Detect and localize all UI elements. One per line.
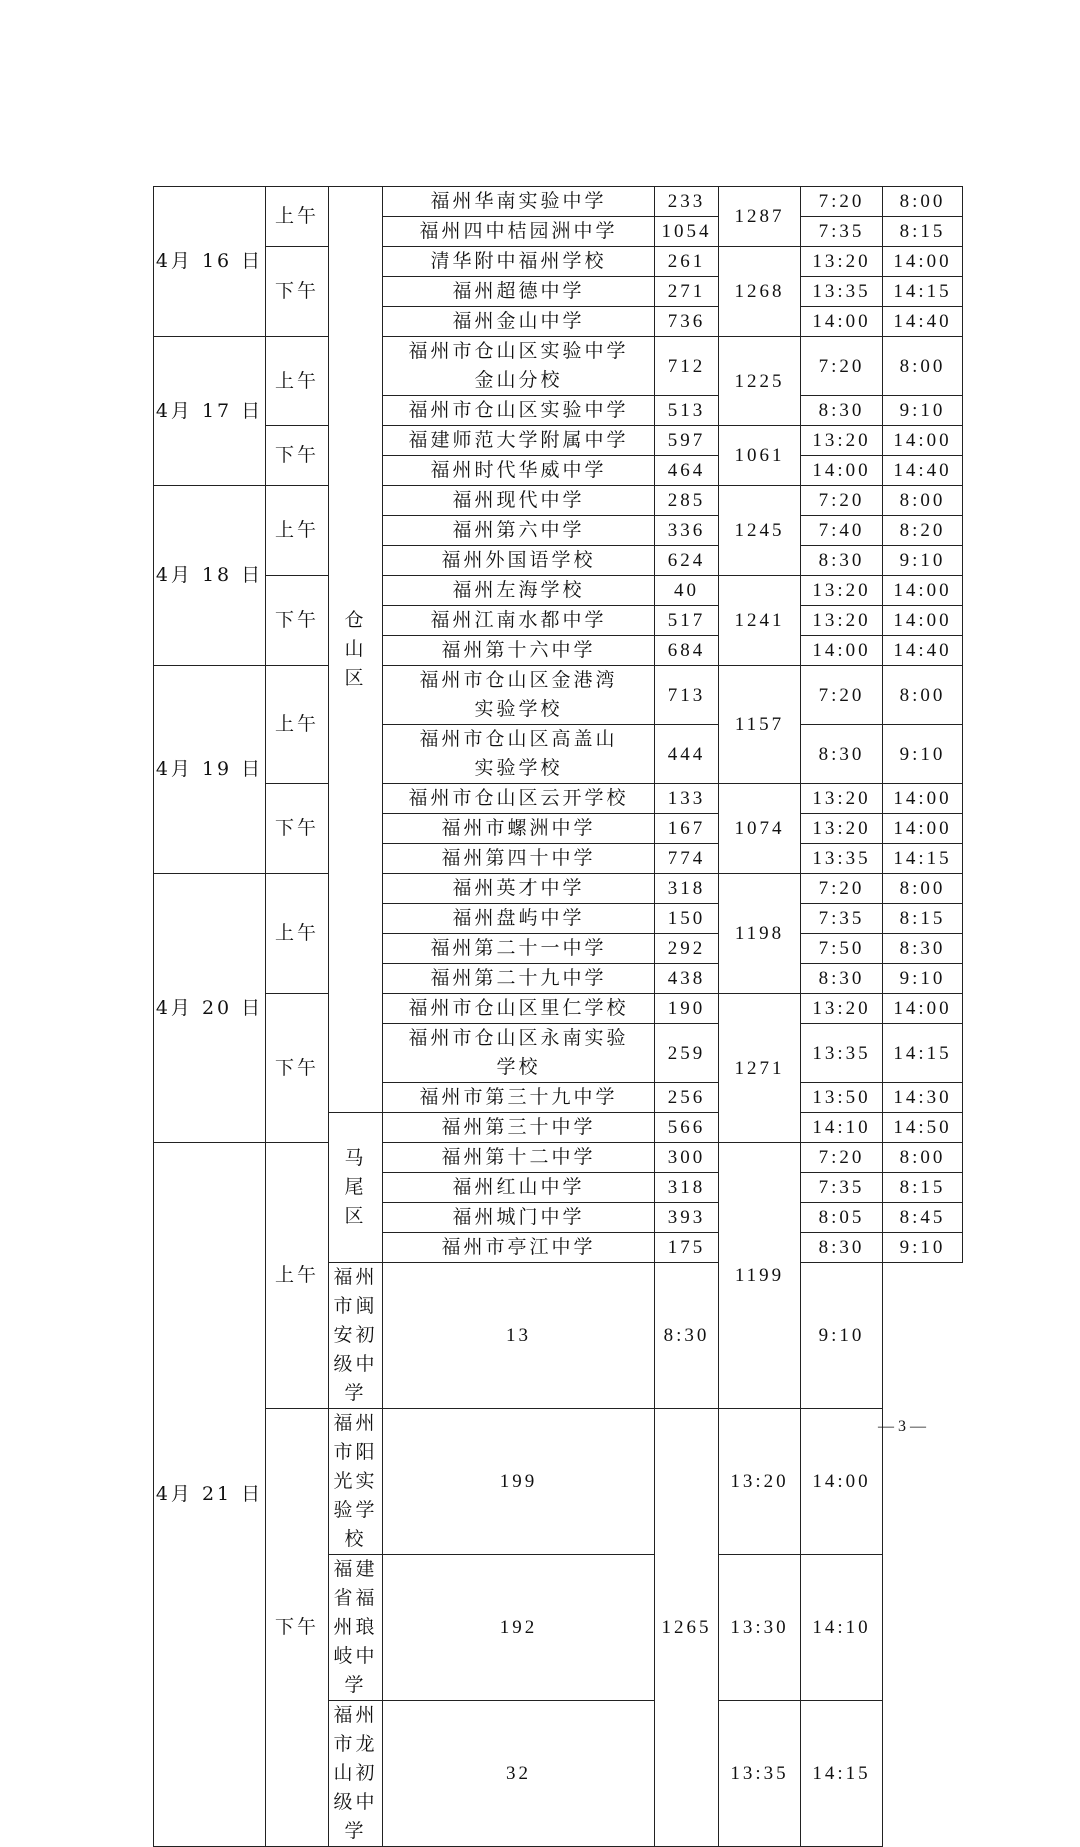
student-count-cell: 256 (655, 1083, 719, 1113)
start-time-cell: 13:20 (801, 784, 883, 814)
school-name-line: 福州市仓山区金港湾 (419, 669, 618, 691)
date-cell: 4月 19 日 (154, 666, 266, 874)
school-name-line: 福州金山中学 (452, 310, 585, 332)
date-cell: 4月 17 日 (154, 337, 266, 486)
school-name-line: 福州市仓山区永南实验 (408, 1027, 629, 1049)
start-time-cell: 13:35 (719, 1701, 801, 1847)
end-time-cell: 14:30 (883, 1083, 963, 1113)
school-name-line: 福建省福州琅岐中学 (333, 1558, 378, 1696)
student-count-cell: 464 (655, 456, 719, 486)
school-name-line: 福州时代华威中学 (430, 459, 607, 481)
table-row (154, 426, 963, 456)
end-time-cell: 14:00 (883, 426, 963, 456)
school-name-cell (383, 456, 655, 486)
school-name-cell (383, 546, 655, 576)
school-name-cell (383, 426, 655, 456)
end-time-cell: 8:00 (883, 486, 963, 516)
school-name-line: 福州第二十一中学 (430, 937, 607, 959)
school-name-line: 福州市第三十九中学 (419, 1086, 618, 1108)
school-name-line: 福州红山中学 (452, 1176, 585, 1198)
school-name-cell (383, 844, 655, 874)
school-name-line: 福州第十六中学 (441, 639, 596, 661)
end-time-cell: 14:15 (883, 844, 963, 874)
student-count-cell: 318 (655, 874, 719, 904)
student-count-cell: 597 (655, 426, 719, 456)
school-name-line: 福州现代中学 (452, 489, 585, 511)
start-time-cell: 7:50 (801, 934, 883, 964)
school-name-cell (383, 994, 655, 1024)
school-name-line: 福州第十二中学 (441, 1146, 596, 1168)
school-name-cell (383, 1203, 655, 1233)
session-total-cell: 1061 (719, 426, 801, 486)
start-time-cell: 13:20 (801, 247, 883, 277)
start-time-cell: 8:30 (801, 725, 883, 784)
school-name-line: 实验学校 (474, 698, 563, 720)
end-time-cell: 8:15 (883, 904, 963, 934)
start-time-cell: 8:30 (801, 1233, 883, 1263)
student-count-cell: 713 (655, 666, 719, 725)
end-time-cell: 14:00 (883, 784, 963, 814)
school-name-cell (383, 964, 655, 994)
school-name-line: 福州超德中学 (452, 280, 585, 302)
school-name-line: 福州四中桔园洲中学 (419, 220, 618, 242)
school-name-line: 福州市闽安初级中学 (333, 1266, 378, 1404)
student-count-cell: 684 (655, 636, 719, 666)
student-count-cell: 40 (655, 576, 719, 606)
student-count-cell: 199 (383, 1409, 655, 1555)
school-name-cell (383, 784, 655, 814)
end-time-cell: 8:00 (883, 874, 963, 904)
school-name-line: 清华附中福州学校 (430, 250, 607, 272)
page-number: — 3 — (878, 1418, 926, 1435)
end-time-cell: 14:15 (883, 277, 963, 307)
end-time-cell: 9:10 (883, 964, 963, 994)
start-time-cell: 7:35 (801, 217, 883, 247)
school-name-cell (329, 1555, 383, 1701)
student-count-cell: 736 (655, 307, 719, 337)
student-count-cell: 285 (655, 486, 719, 516)
start-time-cell: 7:20 (801, 666, 883, 725)
session-total-cell: 1241 (719, 576, 801, 666)
session-total-cell: 1198 (719, 874, 801, 994)
table-row (154, 784, 963, 814)
date-cell: 4月 20 日 (154, 874, 266, 1143)
district-cell: 仓 山 区 (329, 187, 383, 1113)
school-name-line: 福州市亭江中学 (441, 1236, 596, 1258)
session-total-cell: 1225 (719, 337, 801, 426)
student-count-cell: 261 (655, 247, 719, 277)
start-time-cell: 13:20 (801, 576, 883, 606)
session-total-cell: 1265 (655, 1409, 719, 1847)
start-time-cell: 7:40 (801, 516, 883, 546)
end-time-cell: 9:10 (801, 1263, 883, 1409)
period-cell: 下午 (266, 426, 329, 486)
end-time-cell: 9:10 (883, 725, 963, 784)
end-time-cell: 14:00 (883, 994, 963, 1024)
student-count-cell: 190 (655, 994, 719, 1024)
school-name-line: 福州华南实验中学 (430, 190, 607, 212)
date-cell: 4月 18 日 (154, 486, 266, 666)
period-cell: 上午 (266, 187, 329, 247)
student-count-cell: 624 (655, 546, 719, 576)
end-time-cell: 14:15 (883, 1024, 963, 1083)
school-name-cell (383, 666, 655, 725)
start-time-cell: 13:50 (801, 1083, 883, 1113)
school-name-line: 福州第六中学 (452, 519, 585, 541)
school-name-cell (383, 1233, 655, 1263)
end-time-cell: 14:00 (883, 814, 963, 844)
student-count-cell: 513 (655, 396, 719, 426)
school-name-line: 福州市仓山区云开学校 (408, 787, 629, 809)
school-name-line: 福州左海学校 (452, 579, 585, 601)
end-time-cell: 8:45 (883, 1203, 963, 1233)
start-time-cell: 7:35 (801, 904, 883, 934)
table-row (154, 874, 963, 904)
end-time-cell: 14:40 (883, 307, 963, 337)
session-total-cell: 1199 (719, 1143, 801, 1409)
start-time-cell: 14:00 (801, 456, 883, 486)
start-time-cell: 13:35 (801, 1024, 883, 1083)
school-name-line: 福州市阳光实验学校 (333, 1412, 378, 1550)
session-total-cell: 1287 (719, 187, 801, 247)
date-cell: 4月 16 日 (154, 187, 266, 337)
student-count-cell: 150 (655, 904, 719, 934)
school-name-line: 福州外国语学校 (441, 549, 596, 571)
period-cell: 下午 (266, 994, 329, 1143)
student-count-cell: 271 (655, 277, 719, 307)
student-count-cell: 336 (655, 516, 719, 546)
student-count-cell: 192 (383, 1555, 655, 1701)
start-time-cell: 13:35 (801, 844, 883, 874)
school-name-cell (383, 1143, 655, 1173)
school-name-cell (383, 1173, 655, 1203)
end-time-cell: 8:00 (883, 187, 963, 217)
school-name-line: 福州市螺洲中学 (441, 817, 596, 839)
session-total-cell: 1271 (719, 994, 801, 1143)
table-row (154, 666, 963, 725)
end-time-cell: 14:50 (883, 1113, 963, 1143)
school-name-cell (383, 1083, 655, 1113)
school-name-cell (383, 217, 655, 247)
end-time-cell: 8:15 (883, 1173, 963, 1203)
end-time-cell: 8:30 (883, 934, 963, 964)
school-name-cell (383, 247, 655, 277)
district-cell: 马 尾 区 (329, 1113, 383, 1263)
school-name-line: 实验学校 (474, 757, 563, 779)
start-time-cell: 13:20 (801, 814, 883, 844)
school-name-cell (383, 814, 655, 844)
period-cell: 上午 (266, 337, 329, 426)
student-count-cell: 393 (655, 1203, 719, 1233)
school-name-cell (383, 725, 655, 784)
school-name-cell (383, 904, 655, 934)
table-row (154, 486, 963, 516)
end-time-cell: 9:10 (883, 1233, 963, 1263)
start-time-cell: 13:20 (801, 606, 883, 636)
end-time-cell: 8:00 (883, 666, 963, 725)
start-time-cell: 7:20 (801, 337, 883, 396)
period-cell: 下午 (266, 247, 329, 337)
student-count-cell: 233 (655, 187, 719, 217)
school-name-line: 福建师范大学附属中学 (408, 429, 629, 451)
end-time-cell: 8:15 (883, 217, 963, 247)
start-time-cell: 13:30 (719, 1555, 801, 1701)
schedule-table (153, 186, 963, 1847)
start-time-cell: 14:10 (801, 1113, 883, 1143)
start-time-cell: 13:20 (719, 1409, 801, 1555)
table-row (154, 247, 963, 277)
end-time-cell: 14:00 (801, 1409, 883, 1555)
school-name-line: 福州市仓山区实验中学 (408, 340, 629, 362)
end-time-cell: 8:00 (883, 1143, 963, 1173)
table-row (154, 1409, 963, 1555)
school-name-line: 福州市仓山区高盖山 (419, 728, 618, 750)
start-time-cell: 8:30 (801, 546, 883, 576)
school-name-cell (383, 934, 655, 964)
student-count-cell: 444 (655, 725, 719, 784)
student-count-cell: 566 (655, 1113, 719, 1143)
school-name-cell (383, 576, 655, 606)
table-row (154, 994, 963, 1024)
school-name-line: 福州江南水都中学 (430, 609, 607, 631)
end-time-cell: 9:10 (883, 396, 963, 426)
end-time-cell: 14:15 (801, 1701, 883, 1847)
student-count-cell: 259 (655, 1024, 719, 1083)
school-name-cell (383, 307, 655, 337)
end-time-cell: 14:10 (801, 1555, 883, 1701)
school-name-cell (383, 396, 655, 426)
student-count-cell: 318 (655, 1173, 719, 1203)
school-name-cell (383, 277, 655, 307)
school-name-line: 福州第二十九中学 (430, 967, 607, 989)
period-cell: 上午 (266, 486, 329, 576)
session-total-cell: 1268 (719, 247, 801, 337)
student-count-cell: 292 (655, 934, 719, 964)
start-time-cell: 13:35 (801, 277, 883, 307)
start-time-cell: 13:20 (801, 426, 883, 456)
session-total-cell: 1074 (719, 784, 801, 874)
start-time-cell: 7:35 (801, 1173, 883, 1203)
start-time-cell: 8:30 (801, 396, 883, 426)
start-time-cell: 13:20 (801, 994, 883, 1024)
school-name-cell (383, 606, 655, 636)
school-name-cell (383, 337, 655, 396)
start-time-cell: 14:00 (801, 636, 883, 666)
school-name-line: 金山分校 (474, 369, 563, 391)
school-name-cell (329, 1701, 383, 1847)
school-name-line: 福州第四十中学 (441, 847, 596, 869)
school-name-cell (383, 1024, 655, 1083)
start-time-cell: 8:05 (801, 1203, 883, 1233)
student-count-cell: 712 (655, 337, 719, 396)
student-count-cell: 167 (655, 814, 719, 844)
period-cell: 下午 (266, 784, 329, 874)
table-row (154, 1143, 963, 1173)
start-time-cell: 8:30 (655, 1263, 719, 1409)
student-count-cell: 300 (655, 1143, 719, 1173)
school-name-cell (383, 516, 655, 546)
session-total-cell: 1245 (719, 486, 801, 576)
end-time-cell: 14:00 (883, 576, 963, 606)
school-name-cell (383, 874, 655, 904)
student-count-cell: 517 (655, 606, 719, 636)
school-name-line: 福州市仓山区里仁学校 (408, 997, 629, 1019)
student-count-cell: 1054 (655, 217, 719, 247)
school-name-line: 福州市龙山初级中学 (333, 1704, 378, 1842)
school-name-cell (383, 636, 655, 666)
school-name-cell (329, 1409, 383, 1555)
school-name-line: 福州英才中学 (452, 877, 585, 899)
school-name-line: 学校 (496, 1056, 541, 1078)
school-name-line: 福州盘屿中学 (452, 907, 585, 929)
student-count-cell: 32 (383, 1701, 655, 1847)
start-time-cell: 7:20 (801, 486, 883, 516)
end-time-cell: 14:40 (883, 456, 963, 486)
period-cell: 上午 (266, 1143, 329, 1409)
school-name-cell (383, 486, 655, 516)
school-name-line: 福州市仓山区实验中学 (408, 399, 629, 421)
student-count-cell: 774 (655, 844, 719, 874)
student-count-cell: 175 (655, 1233, 719, 1263)
date-cell: 4月 21 日 (154, 1143, 266, 1847)
student-count-cell: 13 (383, 1263, 655, 1409)
school-name-cell (383, 187, 655, 217)
school-name-cell (329, 1263, 383, 1409)
start-time-cell: 8:30 (801, 964, 883, 994)
end-time-cell: 14:40 (883, 636, 963, 666)
session-total-cell: 1157 (719, 666, 801, 784)
period-cell: 下午 (266, 576, 329, 666)
start-time-cell: 7:20 (801, 1143, 883, 1173)
end-time-cell: 14:00 (883, 247, 963, 277)
end-time-cell: 8:00 (883, 337, 963, 396)
period-cell: 上午 (266, 666, 329, 784)
school-name-cell (383, 1113, 655, 1143)
start-time-cell: 14:00 (801, 307, 883, 337)
table-row (154, 337, 963, 396)
period-cell: 上午 (266, 874, 329, 994)
end-time-cell: 14:00 (883, 606, 963, 636)
period-cell: 下午 (266, 1409, 329, 1847)
school-name-line: 福州城门中学 (452, 1206, 585, 1228)
start-time-cell: 7:20 (801, 874, 883, 904)
student-count-cell: 133 (655, 784, 719, 814)
table-row (154, 576, 963, 606)
start-time-cell: 7:20 (801, 187, 883, 217)
table-row (154, 187, 963, 217)
student-count-cell: 438 (655, 964, 719, 994)
end-time-cell: 8:20 (883, 516, 963, 546)
end-time-cell: 9:10 (883, 546, 963, 576)
school-name-line: 福州第三十中学 (441, 1116, 596, 1138)
